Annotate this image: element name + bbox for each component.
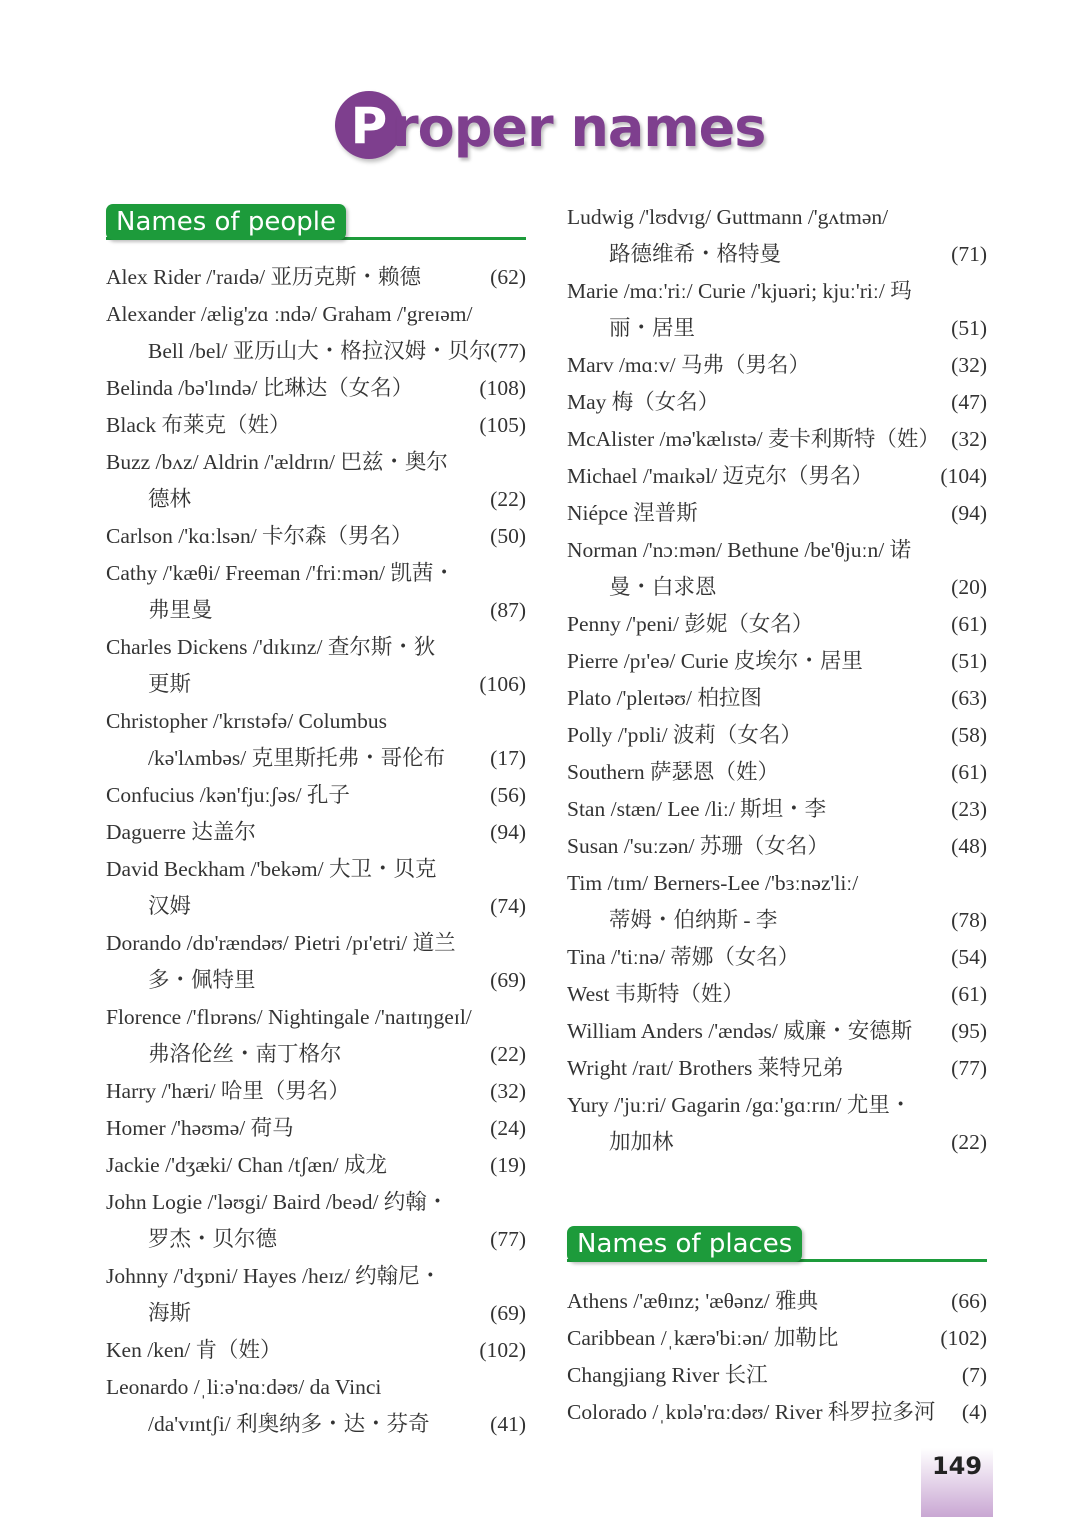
- entry-name: [567, 1394, 987, 1431]
- entry-text: May 梅（女名）: [567, 390, 720, 414]
- entry-text: Daguerre 达盖尔: [106, 820, 256, 844]
- entry-text: 曼・白求恩: [609, 575, 717, 599]
- people-list-right: [567, 199, 987, 1161]
- entry-name: [567, 1087, 987, 1124]
- index-entry: [106, 777, 526, 814]
- entry-name: [567, 1013, 987, 1050]
- entry-text: William Anders /'ændəs/ 威廉・安德斯: [567, 1019, 913, 1043]
- entry-name: [106, 814, 526, 851]
- entry-name-continued: [106, 888, 526, 925]
- entry-page-ref: (71): [951, 242, 987, 266]
- entry-name: [567, 421, 987, 458]
- entry-page-ref: (105): [479, 413, 526, 437]
- entry-name: [567, 458, 987, 495]
- entry-name: [106, 777, 526, 814]
- index-entry: [106, 518, 526, 555]
- entry-page-ref: (102): [940, 1326, 987, 1350]
- index-entry: [567, 347, 987, 384]
- entry-page-ref: (4): [961, 1400, 987, 1424]
- entry-name-continued: [567, 1124, 987, 1161]
- entry-text: 加加林: [609, 1130, 674, 1154]
- entry-text: 更斯: [148, 672, 192, 696]
- index-entry: [106, 444, 526, 518]
- entry-page-ref: (22): [951, 1130, 987, 1154]
- entry-text: 弗里曼: [148, 598, 213, 622]
- entry-page-ref: (69): [490, 968, 526, 992]
- entry-name: [567, 643, 987, 680]
- entry-name: [567, 1357, 987, 1394]
- index-entry: [106, 296, 526, 370]
- entry-text: Pierre /pɪ'eə/ Curie 皮埃尔・居里: [567, 649, 863, 673]
- entry-text: Cathy /'kæθi/ Freeman /'friːmən/ 凯茜・: [106, 561, 455, 585]
- entry-name-continued: [106, 481, 526, 518]
- entry-name: [106, 1184, 526, 1221]
- entry-text: Belinda /bə'lɪndə/ 比琳达（女名）: [106, 376, 414, 400]
- entry-name: [106, 1258, 526, 1295]
- entry-page-ref: (56): [490, 783, 526, 807]
- entry-text: Ludwig /'lʊdvɪg/ Guttmann /'gʌtmən/: [567, 205, 889, 229]
- entry-name-continued: [106, 1221, 526, 1258]
- entry-name: [567, 828, 987, 865]
- index-entry: [567, 1320, 987, 1357]
- index-entry: [106, 629, 526, 703]
- entry-page-ref: (24): [490, 1116, 526, 1140]
- entry-page-ref: (22): [490, 487, 526, 511]
- entry-text: 蒂姆・伯纳斯 - 李: [609, 908, 778, 932]
- entry-text: Johnny /'dʒɒni/ Hayes /heɪz/ 约翰尼・: [106, 1264, 442, 1288]
- entry-text: Homer /'həʊmə/ 荷马: [106, 1116, 294, 1140]
- index-entry: [567, 1394, 987, 1431]
- entry-text: Penny /'peni/ 彭妮（女名）: [567, 612, 814, 636]
- entry-name: [567, 199, 987, 236]
- index-entry: [567, 680, 987, 717]
- entry-name: [567, 1050, 987, 1087]
- index-entry: [567, 273, 987, 347]
- entry-name: [567, 976, 987, 1013]
- entry-name: [567, 939, 987, 976]
- entry-name: [567, 1320, 987, 1357]
- entry-text: 罗杰・贝尔德: [148, 1227, 278, 1251]
- index-entry: [106, 851, 526, 925]
- entry-text: Colorado /ˌkɒlə'rɑːdəʊ/ River 科罗拉多河: [567, 1400, 936, 1424]
- entry-text: Leonardo /ˌliːə'nɑːdəʊ/ da Vinci: [106, 1375, 382, 1399]
- entry-text: 多・佩特里: [148, 968, 256, 992]
- entry-text: Southern 萨瑟恩（姓）: [567, 760, 780, 784]
- index-entry: [106, 814, 526, 851]
- entry-text: Tim /tɪm/ Berners-Lee /'bɜːnəz'liː/: [567, 871, 859, 895]
- entry-page-ref: (20): [951, 575, 987, 599]
- title-initial: P: [350, 97, 388, 155]
- entry-text: John Logie /'ləʊgi/ Baird /beəd/ 约翰・: [106, 1190, 449, 1214]
- entry-text: 弗洛伦丝・南丁格尔: [148, 1042, 342, 1066]
- entry-text: Bell /bel/ 亚历山大・格拉汉姆・贝尔: [148, 339, 491, 363]
- entry-text: Marie /mɑː'riː/ Curie /'kjuəri; kjuː'riː/ 玛: [567, 279, 912, 303]
- entry-text: Confucius /kən'fjuːʃəs/ 孔子: [106, 783, 350, 807]
- index-entry: [106, 703, 526, 777]
- index-entry: [106, 925, 526, 999]
- entry-text: Alex Rider /'raɪdə/ 亚历克斯・赖德: [106, 265, 421, 289]
- entry-text: Stan /stæn/ Lee /liː/ 斯坦・李: [567, 797, 827, 821]
- entry-name-continued: [567, 902, 987, 939]
- entry-text: 丽・居里: [609, 316, 696, 340]
- entry-name: [106, 851, 526, 888]
- entry-text: Marv /mɑːv/ 马弗（男名）: [567, 353, 810, 377]
- entry-name: [106, 1073, 526, 1110]
- entry-name: [567, 754, 987, 791]
- entry-text: 路德维希・格特曼: [609, 242, 782, 266]
- page-number-tab: [921, 1448, 993, 1517]
- entry-name-continued: [106, 962, 526, 999]
- entry-page-ref: (66): [951, 1289, 987, 1313]
- index-entry: [106, 555, 526, 629]
- entry-page-ref: (77): [490, 339, 526, 363]
- entry-page-ref: (7): [961, 1363, 987, 1387]
- entry-name: [106, 1110, 526, 1147]
- entry-page-ref: (51): [951, 649, 987, 673]
- index-entry: [567, 495, 987, 532]
- index-entry: [567, 643, 987, 680]
- entry-page-ref: (94): [951, 501, 987, 525]
- entry-name: [567, 791, 987, 828]
- index-entry: [567, 717, 987, 754]
- index-entry: [106, 1184, 526, 1258]
- entry-page-ref: (61): [951, 760, 987, 784]
- entry-name: [106, 444, 526, 481]
- entry-name: [567, 865, 987, 902]
- entry-text: Black 布莱克（姓）: [106, 413, 291, 437]
- page-title: roper names: [392, 96, 766, 159]
- entry-text: David Beckham /'bekəm/ 大卫・贝克: [106, 857, 437, 881]
- section-title-places: Names of places: [567, 1226, 802, 1262]
- section-header-places: [567, 1226, 987, 1266]
- entry-name: [106, 370, 526, 407]
- index-entry: [567, 1357, 987, 1394]
- index-entry: [567, 976, 987, 1013]
- entry-text: Ken /ken/ 肯（姓）: [106, 1338, 282, 1362]
- entry-name: [567, 495, 987, 532]
- entry-text: 德林: [148, 487, 192, 511]
- entry-name-continued: [567, 569, 987, 606]
- entry-page-ref: (104): [940, 464, 987, 488]
- entry-text: Jackie /'dʒæki/ Chan /tʃæn/ 成龙: [106, 1153, 387, 1177]
- entry-text: Tina /'tiːnə/ 蒂娜（女名）: [567, 945, 800, 969]
- entry-page-ref: (78): [951, 908, 987, 932]
- entry-page-ref: (47): [951, 390, 987, 414]
- index-entry: [106, 1258, 526, 1332]
- entry-name: [567, 273, 987, 310]
- entry-text: West 韦斯特（姓）: [567, 982, 744, 1006]
- entry-name: [567, 1283, 987, 1320]
- entry-text: Susan /'suːzən/ 苏珊（女名）: [567, 834, 829, 858]
- entry-page-ref: (108): [479, 376, 526, 400]
- index-entry: [106, 1110, 526, 1147]
- entry-name-continued: [106, 592, 526, 629]
- entry-page-ref: (69): [490, 1301, 526, 1325]
- entry-name-continued: [567, 310, 987, 347]
- entry-name: [106, 703, 526, 740]
- index-entry: [106, 1369, 526, 1443]
- entry-name: [106, 1369, 526, 1406]
- index-entry: [567, 199, 987, 273]
- entry-text: Wright /raɪt/ Brothers 莱特兄弟: [567, 1056, 844, 1080]
- entry-text: Changjiang River 长江: [567, 1363, 768, 1387]
- entry-text: Buzz /bʌz/ Aldrin /'ældrɪn/ 巴兹・奥尔: [106, 450, 448, 474]
- entry-text: /da'vɪntʃi/ 利奥纳多・达・芬奇: [148, 1412, 430, 1436]
- entry-text: Charles Dickens /'dɪkɪnz/ 查尔斯・狄: [106, 635, 436, 659]
- entry-name: [106, 629, 526, 666]
- entry-text: Alexander /ælig'zɑ ːndə/ Graham /'greɪəm/: [106, 302, 473, 326]
- index-entry: [567, 1013, 987, 1050]
- entry-page-ref: (51): [951, 316, 987, 340]
- entry-name-continued: [567, 236, 987, 273]
- entry-name-continued: [106, 1295, 526, 1332]
- entry-text: Norman /'nɔːmən/ Bethune /be'θjuːn/ 诺: [567, 538, 912, 562]
- entry-name: [106, 1147, 526, 1184]
- entry-name: [567, 532, 987, 569]
- entry-text: 汉姆: [148, 894, 192, 918]
- entry-name: [106, 518, 526, 555]
- entry-page-ref: (106): [479, 672, 526, 696]
- entry-text: Michael /'maɪkəl/ 迈克尔（男名）: [567, 464, 874, 488]
- entry-page-ref: (87): [490, 598, 526, 622]
- entry-name: [106, 999, 526, 1036]
- entry-page-ref: (63): [951, 686, 987, 710]
- entry-text: Yury /'juːri/ Gagarin /gɑː'gɑːrɪn/ 尤里・: [567, 1093, 912, 1117]
- entry-text: Caribbean /ˌkærə'biːən/ 加勒比: [567, 1326, 839, 1350]
- section-title-people: Names of people: [106, 204, 346, 240]
- index-entry: [106, 407, 526, 444]
- index-entry: [567, 1283, 987, 1320]
- index-entry: [106, 999, 526, 1073]
- page-number: 149: [931, 1452, 983, 1480]
- entry-name: [106, 1332, 526, 1369]
- entry-page-ref: (77): [490, 1227, 526, 1251]
- entry-name-continued: [106, 666, 526, 703]
- entry-text: Polly /'pɒli/ 波莉（女名）: [567, 723, 802, 747]
- entry-text: Florence /'flɒrəns/ Nightingale /'naɪtɪŋgeɪl/: [106, 1005, 472, 1029]
- entry-name: [567, 384, 987, 421]
- entry-text: /kə'lʌmbəs/ 克里斯托弗・哥伦布: [148, 746, 446, 770]
- entry-name-continued: [106, 333, 526, 370]
- entry-page-ref: (102): [479, 1338, 526, 1362]
- entry-name: [567, 606, 987, 643]
- entry-page-ref: (54): [951, 945, 987, 969]
- entry-name-continued: [106, 740, 526, 777]
- index-entry: [106, 1073, 526, 1110]
- entry-text: Carlson /'kɑːlsən/ 卡尔森（男名）: [106, 524, 413, 548]
- entry-page-ref: (74): [490, 894, 526, 918]
- entry-page-ref: (61): [951, 612, 987, 636]
- entry-name: [567, 717, 987, 754]
- entry-name: [106, 555, 526, 592]
- entry-name-continued: [106, 1406, 526, 1443]
- entry-page-ref: (22): [490, 1042, 526, 1066]
- index-entry: [567, 754, 987, 791]
- entry-name-continued: [106, 1036, 526, 1073]
- entry-page-ref: (50): [490, 524, 526, 548]
- people-list-left: [106, 259, 526, 1443]
- index-entry: [567, 458, 987, 495]
- entry-text: Plato /'pleɪtəʊ/ 柏拉图: [567, 686, 762, 710]
- entry-text: McAlister /mə'kælɪstə/ 麦卡利斯特（姓）: [567, 427, 940, 451]
- index-entry: [567, 384, 987, 421]
- entry-text: Athens /'æθɪnz; 'æθənz/ 雅典: [567, 1289, 819, 1313]
- index-entry: [106, 259, 526, 296]
- entry-page-ref: (62): [490, 265, 526, 289]
- entry-page-ref: (77): [951, 1056, 987, 1080]
- entry-page-ref: (48): [951, 834, 987, 858]
- places-list: [567, 1283, 987, 1431]
- index-entry: [567, 939, 987, 976]
- entry-name: [106, 296, 526, 333]
- entry-name: [567, 680, 987, 717]
- entry-page-ref: (32): [490, 1079, 526, 1103]
- entry-page-ref: (32): [951, 353, 987, 377]
- entry-text: Christopher /'krɪstəfə/ Columbus: [106, 709, 387, 733]
- entry-page-ref: (17): [490, 746, 526, 770]
- entry-name: [106, 925, 526, 962]
- index-entry: [106, 1147, 526, 1184]
- entry-page-ref: (94): [490, 820, 526, 844]
- entry-text: Harry /'hæri/ 哈里（男名）: [106, 1079, 350, 1103]
- index-entry: [567, 1087, 987, 1161]
- entry-page-ref: (23): [951, 797, 987, 821]
- index-entry: [567, 606, 987, 643]
- entry-text: Niépce 涅普斯: [567, 501, 698, 525]
- index-entry: [567, 1050, 987, 1087]
- entry-name: [567, 347, 987, 384]
- entry-page-ref: (41): [490, 1412, 526, 1436]
- entry-page-ref: (58): [951, 723, 987, 747]
- entry-page-ref: (95): [951, 1019, 987, 1043]
- index-entry: [567, 828, 987, 865]
- section-header-people: [106, 204, 526, 244]
- entry-name: [106, 259, 526, 296]
- entry-page-ref: (61): [951, 982, 987, 1006]
- entry-text: 海斯: [148, 1301, 192, 1325]
- entry-name: [106, 407, 526, 444]
- entry-page-ref: (32): [951, 427, 987, 451]
- index-entry: [567, 865, 987, 939]
- index-entry: [106, 370, 526, 407]
- index-entry: [567, 791, 987, 828]
- index-entry: [567, 532, 987, 606]
- entry-page-ref: (19): [490, 1153, 526, 1177]
- index-entry: [567, 421, 987, 458]
- index-entry: [106, 1332, 526, 1369]
- entry-text: Dorando /dɒ'rændəʊ/ Pietri /pɪ'etri/ 道兰: [106, 931, 456, 955]
